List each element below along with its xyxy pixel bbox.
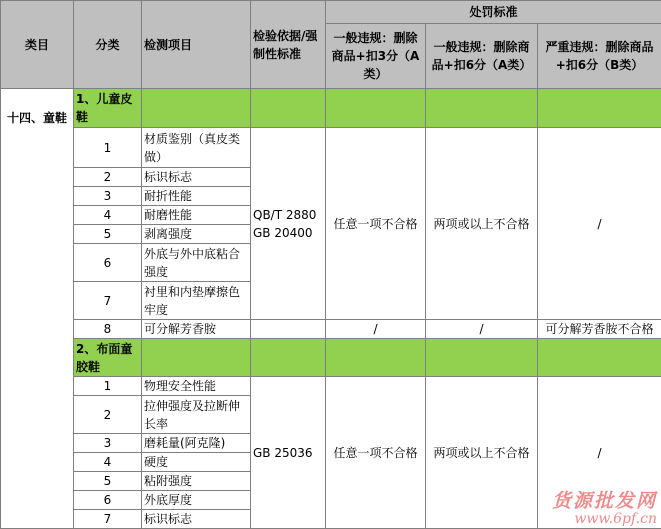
- item-name: 磨耗量(阿克隆): [142, 434, 251, 453]
- penalty-a6-cell: 两项或以上不合格: [426, 377, 538, 529]
- item-number: 5: [74, 225, 142, 244]
- penalty-a3-cell: 任意一项不合格: [326, 377, 426, 529]
- header-classification: 分类: [74, 1, 142, 89]
- item-name: 可分解芳香胺: [142, 320, 251, 339]
- standard-cell: GB 25036: [251, 377, 326, 529]
- table-row: [1, 128, 661, 168]
- header-test-item: 检测项目: [142, 1, 251, 89]
- item-name: 衬里和内垫摩擦色牢度: [142, 282, 251, 320]
- item-name: 硬度: [142, 453, 251, 472]
- item-number: 3: [74, 187, 142, 206]
- item-name: 粘附强度: [142, 472, 251, 491]
- penalty-a3-cell: 任意一项不合格: [326, 128, 426, 320]
- item-number: 2: [74, 168, 142, 187]
- penalty-b-cell: /: [538, 128, 661, 320]
- header-penalty-a6: 一般违规：删除商品+扣6分（A类）: [426, 24, 538, 89]
- item-name: 标识标志: [142, 168, 251, 187]
- item-name: 拉伸强度及拉断伸长率: [142, 396, 251, 434]
- item-number: 3: [74, 434, 142, 453]
- header-standard: 检验依据/强制性标准: [251, 1, 326, 89]
- item-number: 4: [74, 206, 142, 225]
- watermark-brand: 货源批发网: [551, 489, 657, 512]
- item-name: 外底厚度: [142, 491, 251, 510]
- section-title: 2、布面童胶鞋: [74, 339, 142, 377]
- standard-cell: QB/T 2880 GB 20400: [251, 128, 326, 320]
- table-row: [1, 320, 661, 339]
- item-number: 6: [74, 244, 142, 282]
- header-penalty: 处罚标准: [326, 1, 661, 24]
- item-name: 外底与外中底粘合强度: [142, 244, 251, 282]
- item-number: 6: [74, 491, 142, 510]
- watermark-url: www.6pf.cn: [574, 510, 657, 527]
- section-row: [1, 339, 661, 377]
- section-row: [1, 89, 661, 128]
- item-number: 4: [74, 453, 142, 472]
- table-row: [1, 377, 661, 396]
- item-name: 剥离强度: [142, 225, 251, 244]
- item-number: 1: [74, 128, 142, 168]
- standard-cell: [251, 320, 326, 339]
- header-penalty-b: 严重违规：删除商品+扣6分（B类）: [538, 24, 661, 89]
- penalty-a3-cell: /: [326, 320, 426, 339]
- penalty-b-cell: 可分解芳香胺不合格: [538, 320, 661, 339]
- penalty-b-cell: /: [538, 377, 661, 529]
- category-cell: 十四、童鞋: [1, 89, 74, 529]
- header-category: 类目: [1, 1, 74, 89]
- item-name: 标识标志: [142, 510, 251, 529]
- item-name: 材质鉴别（真皮类做）: [142, 128, 251, 168]
- item-name: 物理安全性能: [142, 377, 251, 396]
- item-name: 耐折性能: [142, 187, 251, 206]
- item-number: 5: [74, 472, 142, 491]
- section-title: 1、儿童皮鞋: [74, 89, 142, 128]
- item-number: 8: [74, 320, 142, 339]
- item-number: 7: [74, 282, 142, 320]
- item-name: 耐磨性能: [142, 206, 251, 225]
- item-number: 2: [74, 396, 142, 434]
- penalty-a6-cell: 两项或以上不合格: [426, 128, 538, 320]
- item-number: 1: [74, 377, 142, 396]
- item-number: 7: [74, 510, 142, 529]
- header-row-1: [1, 1, 661, 24]
- header-penalty-a3: 一般违规：删除商品+扣3分（A类）: [326, 24, 426, 89]
- penalty-a6-cell: /: [426, 320, 538, 339]
